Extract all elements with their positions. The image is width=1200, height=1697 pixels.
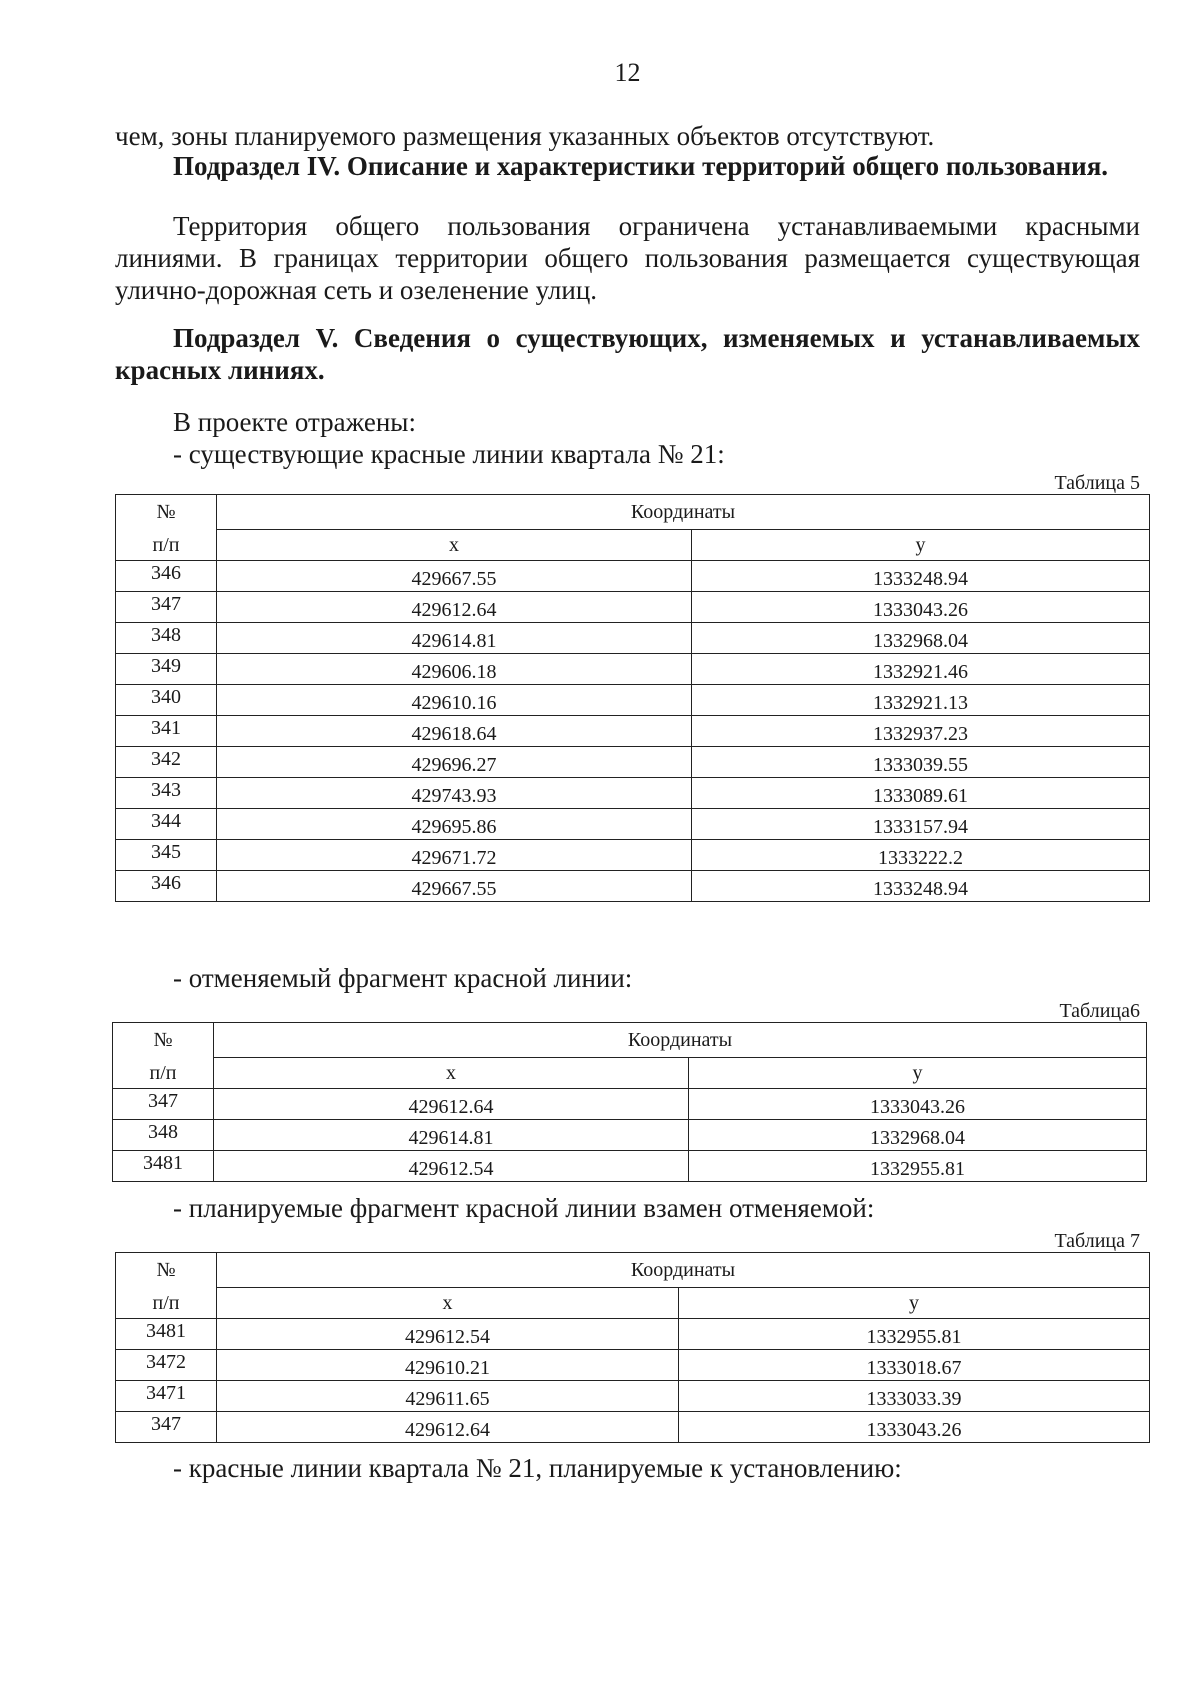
header-num-bottom: п/п bbox=[116, 530, 217, 561]
intro-line: чем, зоны планируемого размещения указанных объектов отсутствуют. bbox=[115, 121, 935, 151]
table6-body bbox=[113, 1089, 1147, 1182]
cell-point-number: 345 bbox=[116, 840, 217, 871]
cell-x: 429695.86 bbox=[217, 809, 692, 840]
cell-y: 1332955.81 bbox=[689, 1151, 1147, 1182]
cell-point-number: 3471 bbox=[116, 1381, 217, 1412]
header-y: y bbox=[692, 530, 1150, 561]
header-x: x bbox=[217, 530, 692, 561]
cell-point-number: 343 bbox=[116, 778, 217, 809]
cell-x: 429612.54 bbox=[217, 1319, 679, 1350]
cell-y: 1332968.04 bbox=[689, 1120, 1147, 1151]
cell-y: 1332955.81 bbox=[679, 1319, 1150, 1350]
cell-point-number: 3481 bbox=[113, 1151, 214, 1182]
cell-x: 429606.18 bbox=[217, 654, 692, 685]
cell-x: 429667.55 bbox=[217, 871, 692, 902]
cell-x: 429696.27 bbox=[217, 747, 692, 778]
table-row bbox=[113, 1089, 1147, 1120]
cell-y: 1333089.61 bbox=[692, 778, 1150, 809]
table5 bbox=[115, 494, 1150, 902]
table-row bbox=[116, 1319, 1150, 1350]
cell-y: 1333043.26 bbox=[679, 1412, 1150, 1443]
table-row bbox=[116, 592, 1150, 623]
table-row bbox=[113, 1120, 1147, 1151]
table5-caption: Таблица 5 bbox=[1054, 472, 1140, 494]
cell-x: 429612.64 bbox=[214, 1089, 689, 1120]
table-row bbox=[116, 1350, 1150, 1381]
cell-x: 429743.93 bbox=[217, 778, 692, 809]
cell-x: 429610.21 bbox=[217, 1350, 679, 1381]
table-row bbox=[113, 1151, 1147, 1182]
cell-point-number: 347 bbox=[113, 1089, 214, 1120]
cell-point-number: 342 bbox=[116, 747, 217, 778]
table7 bbox=[115, 1252, 1150, 1443]
cell-y: 1332921.46 bbox=[692, 654, 1150, 685]
table-row bbox=[116, 778, 1150, 809]
table-row bbox=[116, 809, 1150, 840]
table-row bbox=[116, 654, 1150, 685]
section5-heading: Подраздел V. Сведения о существующих, изменяемых и устанавливаемых красных линиях. bbox=[115, 323, 1140, 385]
cell-x: 429614.81 bbox=[214, 1120, 689, 1151]
header-x: x bbox=[217, 1288, 679, 1319]
header-num-bottom: п/п bbox=[116, 1288, 217, 1319]
table6 bbox=[112, 1022, 1147, 1182]
table6-caption: Таблица6 bbox=[1059, 1000, 1140, 1022]
cell-y: 1333157.94 bbox=[692, 809, 1150, 840]
cell-point-number: 3481 bbox=[116, 1319, 217, 1350]
cell-point-number: 344 bbox=[116, 809, 217, 840]
cell-point-number: 347 bbox=[116, 592, 217, 623]
cell-y: 1333248.94 bbox=[692, 871, 1150, 902]
header-x: x bbox=[214, 1058, 689, 1089]
cell-y: 1333043.26 bbox=[689, 1089, 1147, 1120]
cell-point-number: 348 bbox=[116, 623, 217, 654]
cell-point-number: 347 bbox=[116, 1412, 217, 1443]
header-num-top: № bbox=[113, 1023, 214, 1058]
section4-text: Территория общего пользования ограничена устанавливаемыми красными линиями. В границах территории общего пользования размещается существующая улично-дорожная сеть и озеленение улиц. bbox=[115, 211, 1140, 305]
cell-x: 429612.64 bbox=[217, 592, 692, 623]
header-num-bottom: п/п bbox=[113, 1058, 214, 1089]
section5-item1: - существующие красные линии квартала № 21: bbox=[173, 439, 725, 469]
cell-x: 429611.65 bbox=[217, 1381, 679, 1412]
table-row bbox=[116, 747, 1150, 778]
cell-y: 1333039.55 bbox=[692, 747, 1150, 778]
cell-x: 429614.81 bbox=[217, 623, 692, 654]
cell-y: 1333222.2 bbox=[692, 840, 1150, 871]
cell-x: 429618.64 bbox=[217, 716, 692, 747]
cell-x: 429612.54 bbox=[214, 1151, 689, 1182]
table-row bbox=[116, 623, 1150, 654]
table7-body bbox=[116, 1319, 1150, 1443]
table5-body bbox=[116, 561, 1150, 902]
header-coords: Координаты bbox=[217, 495, 1150, 530]
cell-point-number: 348 bbox=[113, 1120, 214, 1151]
cell-point-number: 346 bbox=[116, 871, 217, 902]
cell-x: 429610.16 bbox=[217, 685, 692, 716]
table-row bbox=[116, 1412, 1150, 1443]
table-row bbox=[116, 561, 1150, 592]
cell-x: 429671.72 bbox=[217, 840, 692, 871]
table7-caption: Таблица 7 bbox=[1054, 1230, 1140, 1252]
header-coords: Координаты bbox=[217, 1253, 1150, 1288]
cell-y: 1333043.26 bbox=[692, 592, 1150, 623]
cell-point-number: 341 bbox=[116, 716, 217, 747]
cell-point-number: 3472 bbox=[116, 1350, 217, 1381]
cell-x: 429612.64 bbox=[217, 1412, 679, 1443]
page-number: 12 bbox=[614, 58, 641, 87]
section5-item4: - красные линии квартала № 21, планируемые к установлению: bbox=[173, 1453, 902, 1483]
section5-item2: - отменяемый фрагмент красной линии: bbox=[173, 963, 633, 993]
header-y: y bbox=[689, 1058, 1147, 1089]
cell-y: 1332968.04 bbox=[692, 623, 1150, 654]
cell-point-number: 346 bbox=[116, 561, 217, 592]
cell-point-number: 349 bbox=[116, 654, 217, 685]
cell-y: 1333033.39 bbox=[679, 1381, 1150, 1412]
table-row bbox=[116, 716, 1150, 747]
table-row bbox=[116, 840, 1150, 871]
cell-y: 1333248.94 bbox=[692, 561, 1150, 592]
header-num-top: № bbox=[116, 1253, 217, 1288]
section5-intro: В проекте отражены: bbox=[173, 407, 416, 437]
cell-y: 1332921.13 bbox=[692, 685, 1150, 716]
section5-item3: - планируемые фрагмент красной линии взамен отменяемой: bbox=[173, 1193, 875, 1223]
cell-x: 429667.55 bbox=[217, 561, 692, 592]
table-row bbox=[116, 685, 1150, 716]
cell-y: 1333018.67 bbox=[679, 1350, 1150, 1381]
table-row bbox=[116, 1381, 1150, 1412]
section4-heading: Подраздел IV. Описание и характеристики территорий общего пользования. bbox=[173, 151, 1109, 181]
header-y: y bbox=[679, 1288, 1150, 1319]
cell-y: 1332937.23 bbox=[692, 716, 1150, 747]
cell-point-number: 340 bbox=[116, 685, 217, 716]
header-num-top: № bbox=[116, 495, 217, 530]
table-row bbox=[116, 871, 1150, 902]
header-coords: Координаты bbox=[214, 1023, 1147, 1058]
